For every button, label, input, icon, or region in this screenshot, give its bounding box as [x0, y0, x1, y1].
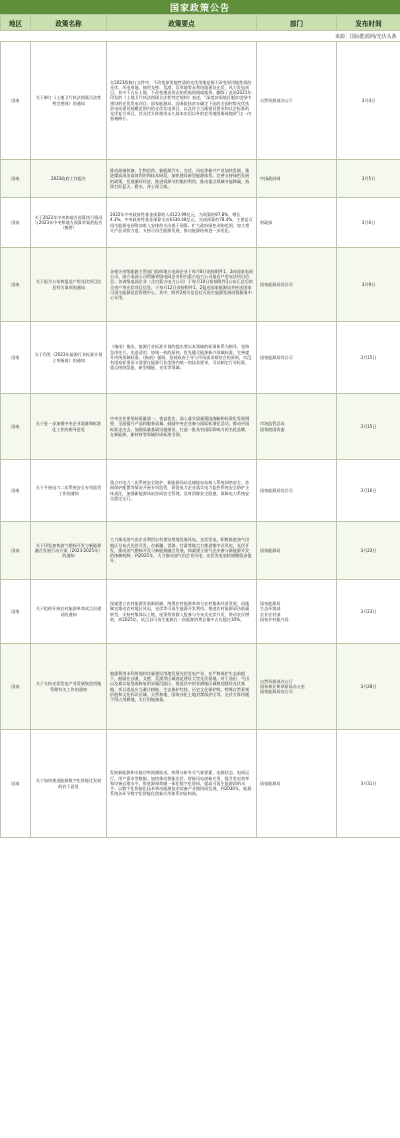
table-row — [1, 322, 400, 394]
row-policy-points: 各相关省级能源主管部门组织地方电网企业于每月8日前按附件1、2向国家电网公司、南方电网公司所属省级电网企业和内蒙古电力公司报送户用光伏项目信息；各省级电网企业（含内蒙古电力公司）于每月10日前按附件1公布汇总后的全省户用光伏项目信息，于每月12日前按附件1、2报送国家能源局并抄送国家可再生能源信息管理中心。其中，附件2相关信息仅可再生能源发展结算服务中心专用。 — [107, 248, 257, 322]
row-department: 国家能源局综合司 — [257, 460, 337, 522]
header-row — [1, 15, 400, 31]
table-row — [1, 522, 400, 580]
row-policy-points: 在2023版修订文件中，不改变原用地性质的光伏用地是指不改变原用地性质的光伏、风电用地，使用戈壁、荒漠、荒草地等未利用地建设光伏、风力发电项目，其中不占压土地、不改变地表形态的用地图斑或地块。删除了此前2021年印发的《土地卫片执法图斑合法性判定规则》表述，“深度贫困地区脱贫攻坚中建设的光伏发电项目，国家能源局、国务院扶贫办确定下达的全国村级光伏扶贫电站建设规模范围内的光伏发电项目，以及符合当地建设要求和认定标准的光伏复合项目，其光伏方阵使用永久基本农田以外的农用地图斑或地块”这一内容被修订。 — [107, 42, 257, 160]
row-region: 国家 — [1, 248, 31, 322]
row-date: 3月23日 — [337, 580, 400, 644]
row-date: 3月22日 — [337, 522, 400, 580]
row-date: 3月31日 — [337, 730, 400, 838]
table-row — [1, 580, 400, 644]
row-region: 国家 — [1, 522, 31, 580]
source-label: 来源：国际能源网/光伏头条 — [1, 31, 400, 42]
header-points: 政策要点 — [107, 15, 257, 31]
row-policy-points: 鼓励利用未利用地和存量建设用地发展光伏发电产业。在严格保护生态前提下，鼓励在沙漠、戈壁、荒漠等区域选址建设大型光伏基地。对于油田、气田以及难以复垦或修复的采煤沉陷区，推进其中的非耕地区域规划建设光伏基地。项目选址应当避让耕地、生态保护红线、历史文化保护线，特殊自然景观价值和文化标识区域、天然林地、国家沙化土地封禁保护区等。光伏方阵用地不得占用耕地，实行用地备案。 — [107, 644, 257, 730]
row-date: 3月15日 — [337, 322, 400, 394]
header-dept: 部门 — [257, 15, 337, 31]
row-policy-name: 关于印发加快油气勘探开发与新能源融合发展行动方案（2023-2025年）的通知 — [31, 522, 107, 580]
row-region: 国家 — [1, 460, 31, 522]
row-department: 财政部 — [257, 198, 337, 248]
row-policy-name: 关于印发《2023年能源行业标准计划立项指南》的通知 — [31, 322, 107, 394]
row-department: 自然资源部办公厅 — [257, 42, 337, 160]
row-department: 中国政府网 — [257, 160, 337, 198]
row-policy-name: 关于支持光伏发电产业发展规范用地管理有关工作的通知 — [31, 644, 107, 730]
row-policy-points: 大力推动油气田企业利用自有建设用地发展风电、光伏发电，积极推进油气田地区分布式光伏开发。在新疆、青海、甘肃等地大力推进集中式风电、光伏开发，推动油气勘探开发与新能源融合发展，探索建立油气企业参与新能源开发的体制机制，到2025年，大力推动油气田企业风电、光伏发电装机规模稳步提升。 — [107, 522, 257, 580]
row-policy-name: 关于加快推进能源数字化智能化发展的若干意见 — [31, 730, 107, 838]
row-department: 市场监管总局 国务院国资委 — [257, 394, 337, 460]
row-region: 国家 — [1, 322, 31, 394]
row-department: 国家能源局综合司 — [257, 322, 337, 394]
row-date: 3月28日 — [337, 644, 400, 730]
table-row — [1, 394, 400, 460]
row-policy-points: 中央企业要坚持质量第一、效益优先，深入落实质量强国战略和标准化发展纲要，全面提升产品和服务质量。鼓励中央企业参与国际标准化活动，推动中国标准走出去。加强质量基础设施建设，打造一批具有国际影响力的名优品牌，在新能源、新材料等领域形成标准引领。 — [107, 394, 257, 460]
header-name: 政策名称 — [31, 15, 107, 31]
row-policy-name: 2023政府工作报告 — [31, 160, 107, 198]
row-policy-points: 重点对电力二次系统安全防护、新能源场站及储能电站接入系统网络安全、涉网保护配置等情况开展专项监管，督促电力企业落实电力监控系统安全防护主体责任，加强新能源场站涉网安全管理，及时消除安全隐患，保障电力系统安全稳定运行。 — [107, 460, 257, 522]
row-policy-points: 探索建立农村能源发展新机制，统筹农村能源革命与农村集体经济发展，因地制宜推动农村地区风电、光伏等可再生能源开发利用。推进农村能源清洁低碳转型，支持村集体以土地、屋顶等资源入股参与分布式光伏开发，带动农民增收，到2025年，试点县可再生能源在一次能源消费总量中占比超过30%。 — [107, 580, 257, 644]
row-region: 国家 — [1, 160, 31, 198]
row-department: 国家能源局 生态环境部 农业农村部 国家乡村振兴局 — [257, 580, 337, 644]
table-row — [1, 248, 400, 322]
row-date: 3月16日 — [337, 460, 400, 522]
row-department: 自然资源部办公厅 国家林业和草原局办公室 国家能源局综合司 — [257, 644, 337, 730]
policy-rows — [1, 42, 400, 838]
row-region: 国家 — [1, 42, 31, 160]
header-region: 地区 — [1, 15, 31, 31]
row-department: 国家能源局 — [257, 730, 337, 838]
row-region: 国家 — [1, 580, 31, 644]
row-date: 3月15日 — [337, 394, 400, 460]
table-row — [1, 730, 400, 838]
row-policy-name: 关于报月公布和报送户用光伏项目信息有关事项的通知 — [31, 248, 107, 322]
row-policy-name: 关于开展电力二次系统安全专项监管工作的通知 — [31, 460, 107, 522]
row-policy-name: 关于修订《土地卫片执法图斑合法性判定规则》的通知 — [31, 42, 107, 160]
header-date: 发布时间 — [337, 15, 400, 31]
row-date: 3月5日 — [337, 160, 400, 198]
row-date: 3月6日 — [337, 198, 400, 248]
row-policy-points: 推动高端装备、生物医药、新能源汽车、光伏、风电等新兴产业加快发展。推进煤炭清洁高效利用和技术研发，加快建设新型能源体系。完善支持绿色发展的政策，发展循环经济，推进资源节约集约利用，推动重点领域节能降碳，持续打好蓝天、碧水、净土保卫战。 — [107, 160, 257, 198]
row-policy-name: 关于进一步加强中央企业质量和标准化工作的指导意见 — [31, 394, 107, 460]
row-region: 国家 — [1, 394, 31, 460]
table-row — [1, 460, 400, 522]
source-row — [1, 31, 400, 42]
policy-table — [0, 14, 400, 838]
table-row — [1, 160, 400, 198]
page-title: 国家政策公告 — [0, 0, 400, 14]
row-policy-points: 2022年中央政府性基金预算收入4123.99亿元，为预算的97.8%，增长4.3%。中央政府性基金预算支出6330.48亿元，完成预算的78.4%，主要是可再生能源电价附加收入安排的支出低于预算。扩大政府绿色采购范围，加大相关产品采购力度。支持可再生能源发展，推动能源结构进一步优化。 — [107, 198, 257, 248]
row-policy-name: 关于2022年中央和地方预算执行情况与2023年中央和地方预算草案的报告（摘要） — [31, 198, 107, 248]
row-policy-points: 《指南》指出，能源行业标准计划的提出要以本领域的标准体系为指导，坚持急用先行、先进适用、协调一致的原则，优先健全能源新兴领域标准，完善提升传统领域标准。《指南》强调，坚持政府主导与市场需求相结合的原则，对没有国家标准而又需要在能源行业范围内统一的技术要求，可以制定行业标准，重点围绕氢能、新型储能、光伏等领域。 — [107, 322, 257, 394]
table-row — [1, 42, 400, 160]
table-row — [1, 644, 400, 730]
row-date: 3月9日 — [337, 248, 400, 322]
table-row — [1, 198, 400, 248]
row-date: 3月4日 — [337, 42, 400, 160]
row-region: 国家 — [1, 644, 31, 730]
row-policy-name: 关于组织开展农村能源革命试点县建设的通知 — [31, 580, 107, 644]
row-region: 国家 — [1, 198, 31, 248]
row-department: 国家能源局综合司 — [257, 248, 337, 322]
row-region: 国家 — [1, 730, 31, 838]
row-department: 国家能源局 — [257, 522, 337, 580]
row-policy-points: 发展新能源和水能功率预测技术，统筹分析有关气象要素、电源状态、电网运行、用户需求等数据。加快推动智能光伏、智能风电创新应用，提升发电效率和设备运维水平。推进源网荷储一体化数字化协同，提高可再生能源消纳水平。以数字化智能化技术带动能源技术装备产业链协同发展，到2030年，能源系统各环节数字化智能化创新应用体系初步构筑。 — [107, 730, 257, 838]
